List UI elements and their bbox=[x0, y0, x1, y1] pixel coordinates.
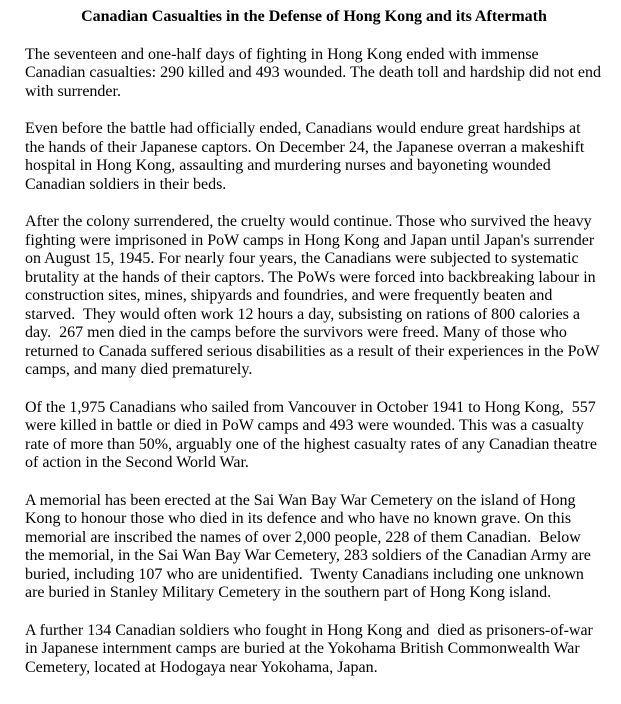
paragraph-casualty-rate: Of the 1,975 Canadians who sailed from Vancouver in October 1941 to Hong Kong, 557 were killed in battle or died in PoW camps and 493 were wounded. This was a casualty rate of more than 50%, arguably one of the highest casualty rates of any Canadian theatre of action in the Second World War. bbox=[25, 398, 601, 471]
document-title: Canadian Casualties in the Defense of Hong Kong and its Aftermath bbox=[81, 8, 547, 25]
paragraph-sai-wan-memorial: A memorial has been erected at the Sai Wan Bay War Cemetery on the island of Hong Kong to honour those who died in its defence and who have no known grave. On this memorial are inscribed the names of over 2,000 people, 228 of them Canadian. Below the memorial, in the Sai Wan Bay War Cemetery, 283 soldiers of the Canadian Army are buried, including 107 who are unidentified. Twenty Canadians including one unknown are buried in Stanley Military Cemetery in the southern part of Hong Kong island. bbox=[25, 491, 595, 601]
paragraph-hospital-atrocity: Even before the battle had officially ended, Canadians would endure great hardships at the hands of their Japanese captors. On December 24, the Japanese overran a makeshift hospital in Hong Kong, assaulting and murdering nurses and bayoneting wounded Canadian soldiers in their beds. bbox=[25, 120, 589, 193]
paragraph-pow-camps: After the colony surrendered, the cruelty would continue. Those who survived the heavy fighting were imprisoned in PoW camps in Hong Kong and Japan until Japan's surrender on August 15, 1945. For nearly four years, the Canadians were subjected to systematic brutality at the hands of their captors. The PoWs were forced into backbreaking labour in construction sites, mines, shipyards and foundries, and were frequently beaten and starved. They would often work 12 hours a day, subsisting on rations of 800 calories a day. 267 men died in the camps before the survivors were freed. Many of those who returned to Canada suffered serious disabilities as a result of their experiences in the PoW camps, and many died prematurely. bbox=[25, 213, 604, 378]
paragraph-yokohama-cemetery: A further 134 Canadian soldiers who fought in Hong Kong and died as prisoners-of-war in Japanese internment camps are buried at the Yokohama British Commonwealth War Cemetery, located at Hodogaya near Yokohama, Japan. bbox=[25, 621, 597, 676]
paragraph-casualty-summary: The seventeen and one-half days of fighting in Hong Kong ended with immense Canadian casualties: 290 killed and 493 wounded. The death toll and hardship did not end with surrender. bbox=[25, 45, 606, 100]
